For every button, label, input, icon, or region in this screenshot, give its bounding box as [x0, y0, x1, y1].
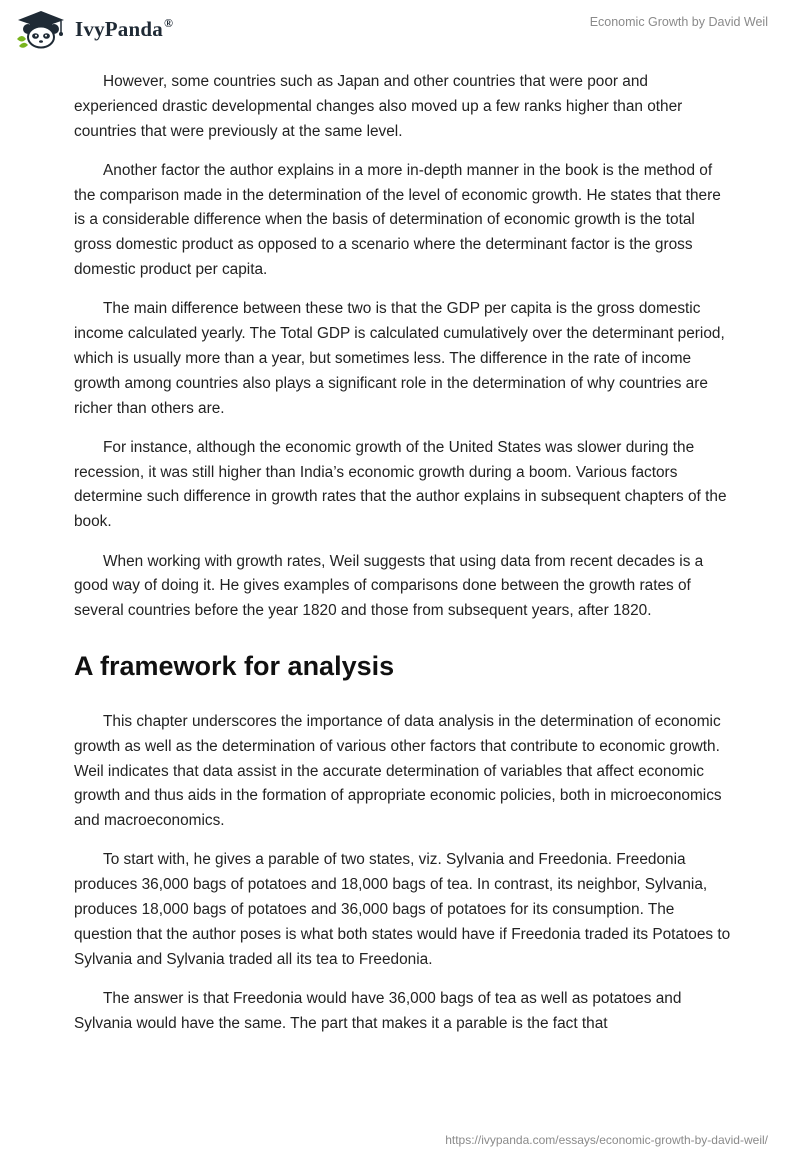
paragraph: When working with growth rates, Weil suggests that using data from recent decades is a good way of doing it. He gives examples of comparisons done between the growth rates of several countries before the year 1820 and those from subsequent years, after 1820.: [74, 552, 704, 620]
page-header: [0, 0, 800, 60]
paragraph: To start with, he gives a parable of two states, viz. Sylvania and Freedonia. Freedonia produces 36,000 bags of potatoes and 18,000 bags of tea. In contrast, its neighbor, Sylvania, produces 18,000 bags of potatoes and 36,000 bags of potatoes for its consumption. The question that the author poses is what both states would have if Freedonia traded its Potatoes to Sylvania and Sylvania traded all its tea to Freedonia.: [74, 851, 731, 968]
section-heading: A framework for analysis: [74, 650, 395, 681]
panda-graduate-logo-icon: [14, 9, 68, 49]
paragraph: However, some countries such as Japan and other countries that were poor and experienced drastic developmental changes also moved up a few ranks higher than other countries that were previously at the same level.: [74, 73, 683, 140]
paragraph: This chapter underscores the importance of data analysis in the determination of economic growth as well as the determination of various other factors that contribute to economic growth. Weil indicates that data assist in the accurate determination of variables that affect economic growth and thus aids in the formation of appropriate economic policies, both in microeconomics and macroeconomics.: [74, 712, 722, 830]
source-url[interactable]: https://ivypanda.com/essays/economic-growth-by-david-weil/: [445, 1133, 768, 1147]
paragraph: The main difference between these two is that the GDP per capita is the gross domestic income calculated yearly. The Total GDP is calculated cumulatively over the determinant period, which is usually more than a year, but sometimes less. The difference in the rate of income growth among countries also plays a significant role in the determination of why countries are richer than others are.: [74, 300, 725, 417]
paragraph: The answer is that Freedonia would have 36,000 bags of tea as well as potatoes and Sylvania would have the same. The part that makes it a parable is the fact that: [74, 989, 682, 1032]
site-logo[interactable]: [14, 9, 173, 49]
paragraph: For instance, although the economic growth of the United States was slower during the recession, it was still higher than India’s economic growth during a boom. Various factors determine such difference in growth rates that the author explains in subsequent chapters of the book.: [74, 438, 727, 531]
essay-content: [74, 70, 734, 1051]
paragraph: Another factor the author explains in a more in-depth manner in the book is the method of the comparison made in the determination of the level of economic growth. He states that there is a considerable difference when the basis of determination of economic growth is the total gross domestic product as opposed to a scenario where the determinant factor is the gross domestic product per capita.: [74, 161, 721, 279]
brand-name: IvyPanda®: [75, 16, 174, 41]
document-title: Economic Growth by David Weil: [589, 15, 768, 29]
